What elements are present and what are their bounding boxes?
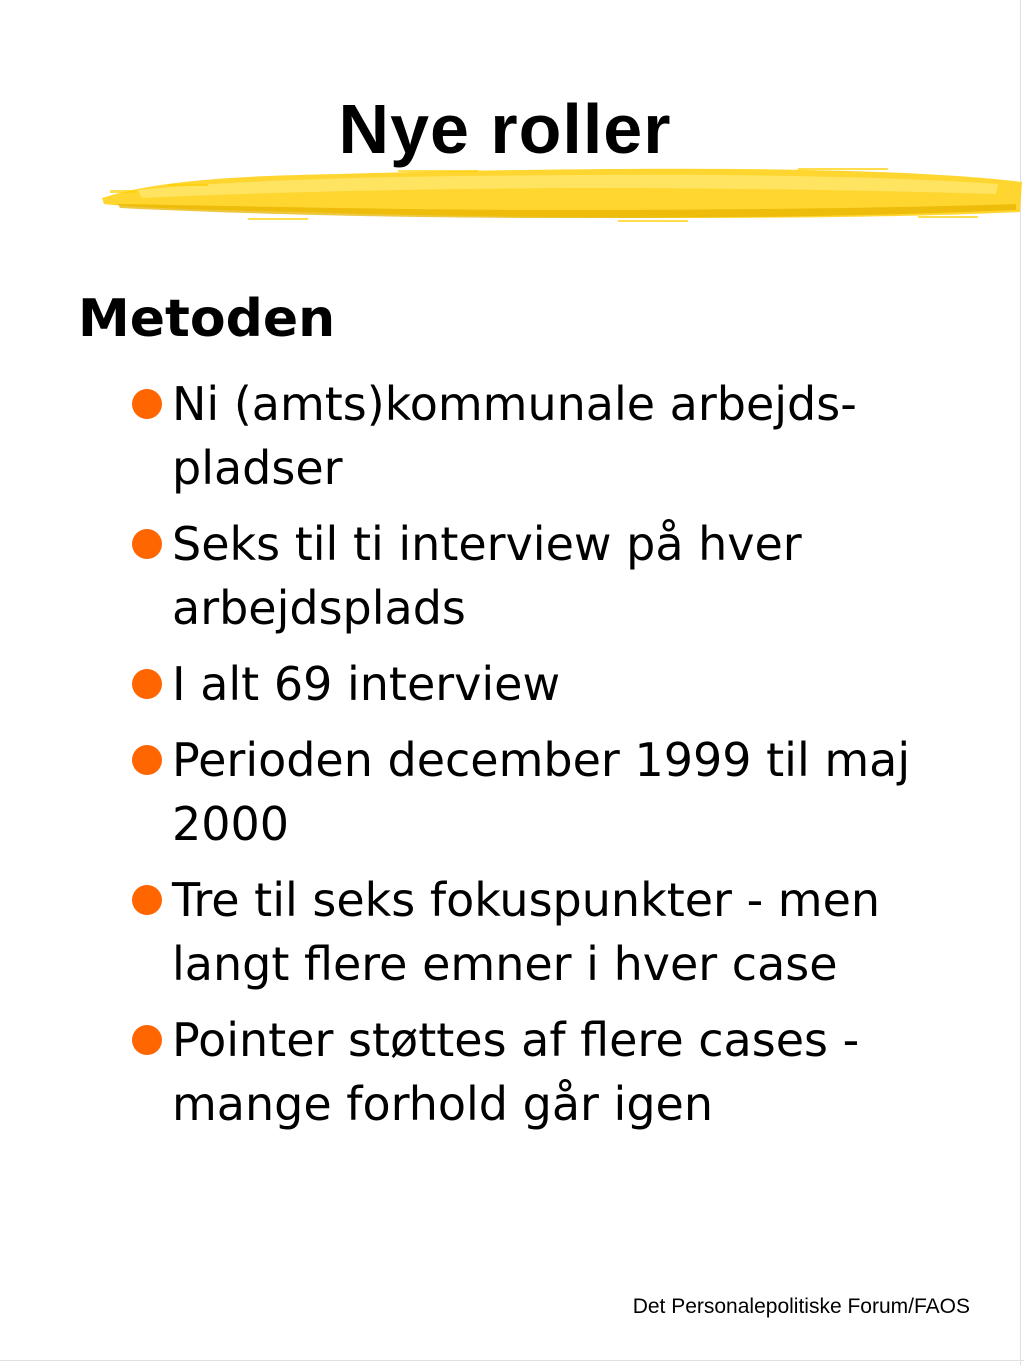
bullet-item: [130, 1008, 930, 1136]
bullet-text: Ni (amts)kommunale arbejds-pladser: [172, 377, 857, 495]
bullet-text: Pointer støttes af flere cases - mange forhold går igen: [172, 1013, 860, 1131]
bullet-list: [130, 372, 930, 1148]
section-heading: Metoden: [78, 289, 336, 349]
slide-footer: Det Personalepolitiske Forum/FAOS: [632, 1295, 970, 1318]
bullet-icon: [132, 745, 162, 775]
bullet-item: [130, 868, 930, 996]
bullet-item: [130, 652, 930, 716]
bullet-text: Seks til ti interview på hver arbejdsplads: [172, 517, 802, 635]
bullet-item: [130, 512, 930, 640]
bullet-icon: [132, 389, 162, 419]
slide-title: Nye roller: [338, 90, 672, 168]
brush-stroke-icon: [98, 160, 1024, 230]
bullet-icon: [132, 885, 162, 915]
bullet-icon: [132, 669, 162, 699]
bullet-item: [130, 372, 930, 500]
bullet-text: I alt 69 interview: [172, 657, 561, 711]
bullet-item: [130, 728, 930, 856]
bullet-icon: [132, 529, 162, 559]
bullet-text: Tre til seks fokuspunkter - men langt flere emner i hver case: [172, 873, 881, 991]
bullet-text: Perioden december 1999 til maj 2000: [172, 733, 911, 851]
slide-edge-bottom: [0, 1360, 1024, 1361]
bullet-icon: [132, 1025, 162, 1055]
